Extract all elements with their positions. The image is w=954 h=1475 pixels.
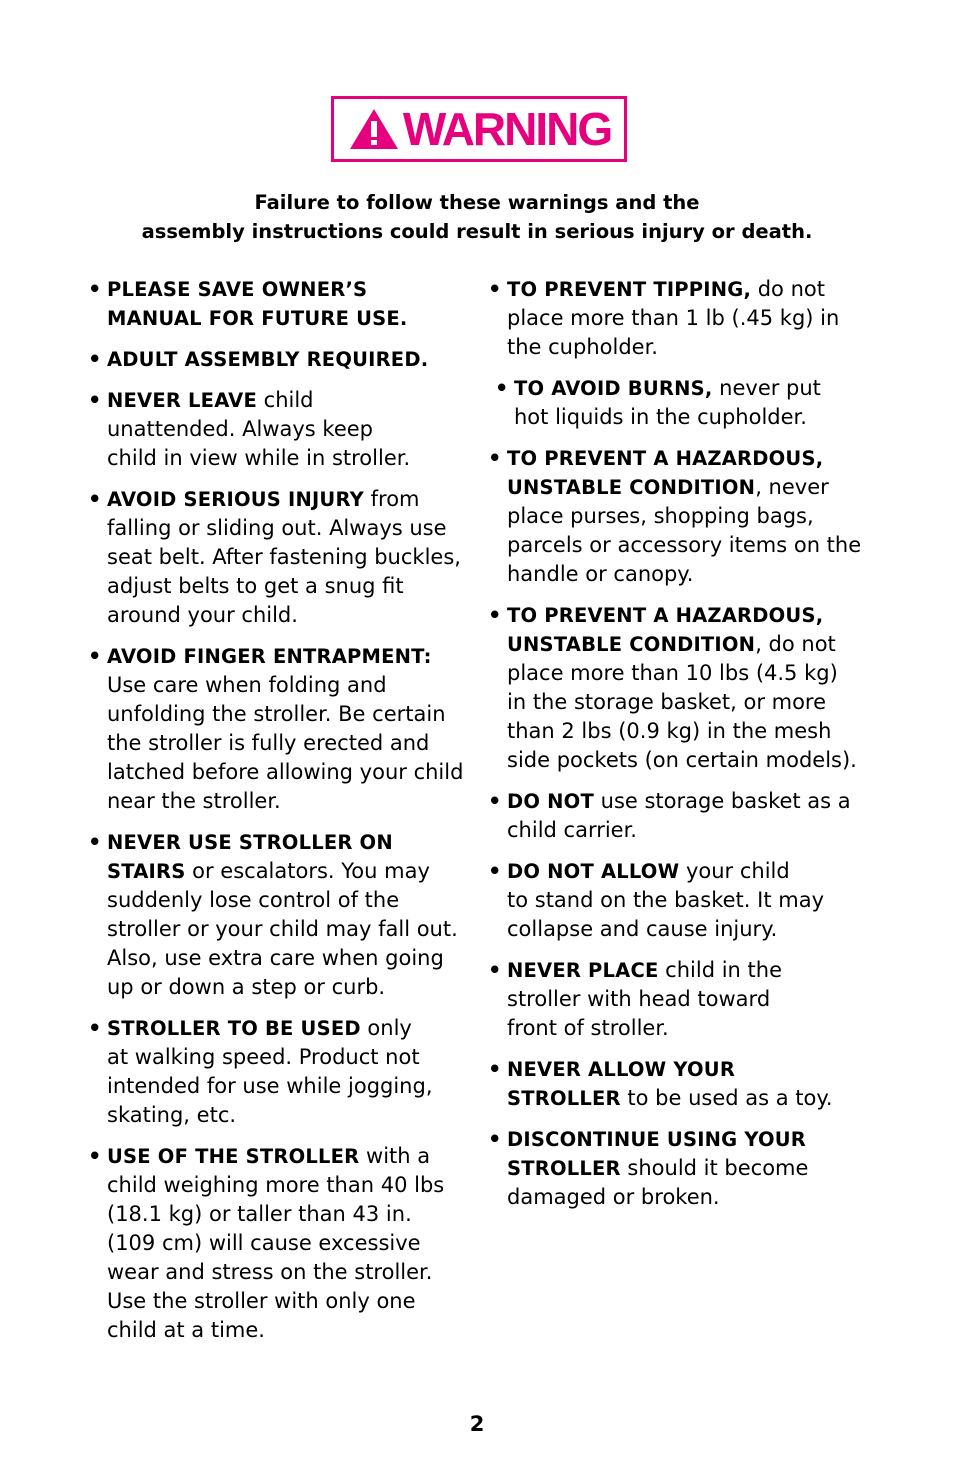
warning-item: • DO NOT ALLOW your child to stand on the basket. It may collapse and cause injury.	[488, 857, 868, 944]
warning-item: • TO AVOID BURNS, never put hot liquids in the cupholder.	[488, 374, 868, 432]
intro-line-1: Failure to follow these warnings and the	[254, 191, 700, 214]
warning-item: • TO PREVENT A HAZARDOUS, UNSTABLE CONDITION, never place purses, shopping bags, parcels or accessory items on the handle or canopy.	[488, 444, 868, 589]
warning-item: • AVOID SERIOUS INJURY from falling or sliding out. Always use seat belt. After fastening buckles, adjust belts to get a snug fit around your child.	[88, 485, 480, 630]
warning-item: • AVOID FINGER ENTRAPMENT: Use care when folding and unfolding the stroller. Be certain the stroller is fully erected and latched before allowing your child near the stroller.	[88, 642, 480, 816]
warning-item: • STROLLER TO BE USED only at walking speed. Product not intended for use while jogging, skating, etc.	[88, 1014, 480, 1130]
warning-item: • NEVER ALLOW YOUR STROLLER to be used as a toy.	[488, 1055, 868, 1113]
warning-item: • USE OF THE STROLLER with a child weighing more than 40 lbs (18.1 kg) or taller than 43 in. (109 cm) will cause excessive wear and stress on the stroller. Use the stroller with only one child at a time.	[88, 1142, 480, 1345]
page-number: 2	[469, 1412, 485, 1436]
left-warnings-column	[88, 275, 480, 1357]
warning-item: • DISCONTINUE USING YOUR STROLLER should it become damaged or broken.	[488, 1125, 868, 1212]
warning-triangle-icon	[347, 105, 401, 153]
warning-item: • NEVER USE STROLLER ON STAIRS or escalators. You may suddenly lose control of the stroller or your child may fall out. Also, use extra care when going up or down a step or curb.	[88, 828, 480, 1002]
warning-item: • ADULT ASSEMBLY REQUIRED.	[88, 345, 480, 374]
warning-item: • TO PREVENT A HAZARDOUS, UNSTABLE CONDITION, do not place more than 10 lbs (4.5 kg) in the storage basket, or more than 2 lbs (0.9 kg) in the mesh side pockets (on certain models).	[488, 601, 868, 775]
warning-title: WARNING	[402, 103, 612, 155]
warning-item: • NEVER LEAVE child unattended. Always keep child in view while in stroller.	[88, 386, 480, 473]
warning-item: • PLEASE SAVE OWNER’S MANUAL FOR FUTURE USE.	[88, 275, 480, 333]
warning-item: • DO NOT use storage basket as a child carrier.	[488, 787, 868, 845]
warning-item: • TO PREVENT TIPPING, do not place more than 1 lb (.45 kg) in the cupholder.	[488, 275, 868, 362]
intro-statement	[40, 188, 914, 246]
intro-line-2: assembly instructions could result in serious injury or death.	[141, 220, 813, 243]
right-warnings-column	[488, 275, 868, 1224]
warning-banner	[331, 96, 627, 162]
warning-item: • NEVER PLACE child in the stroller with head toward front of stroller.	[488, 956, 868, 1043]
